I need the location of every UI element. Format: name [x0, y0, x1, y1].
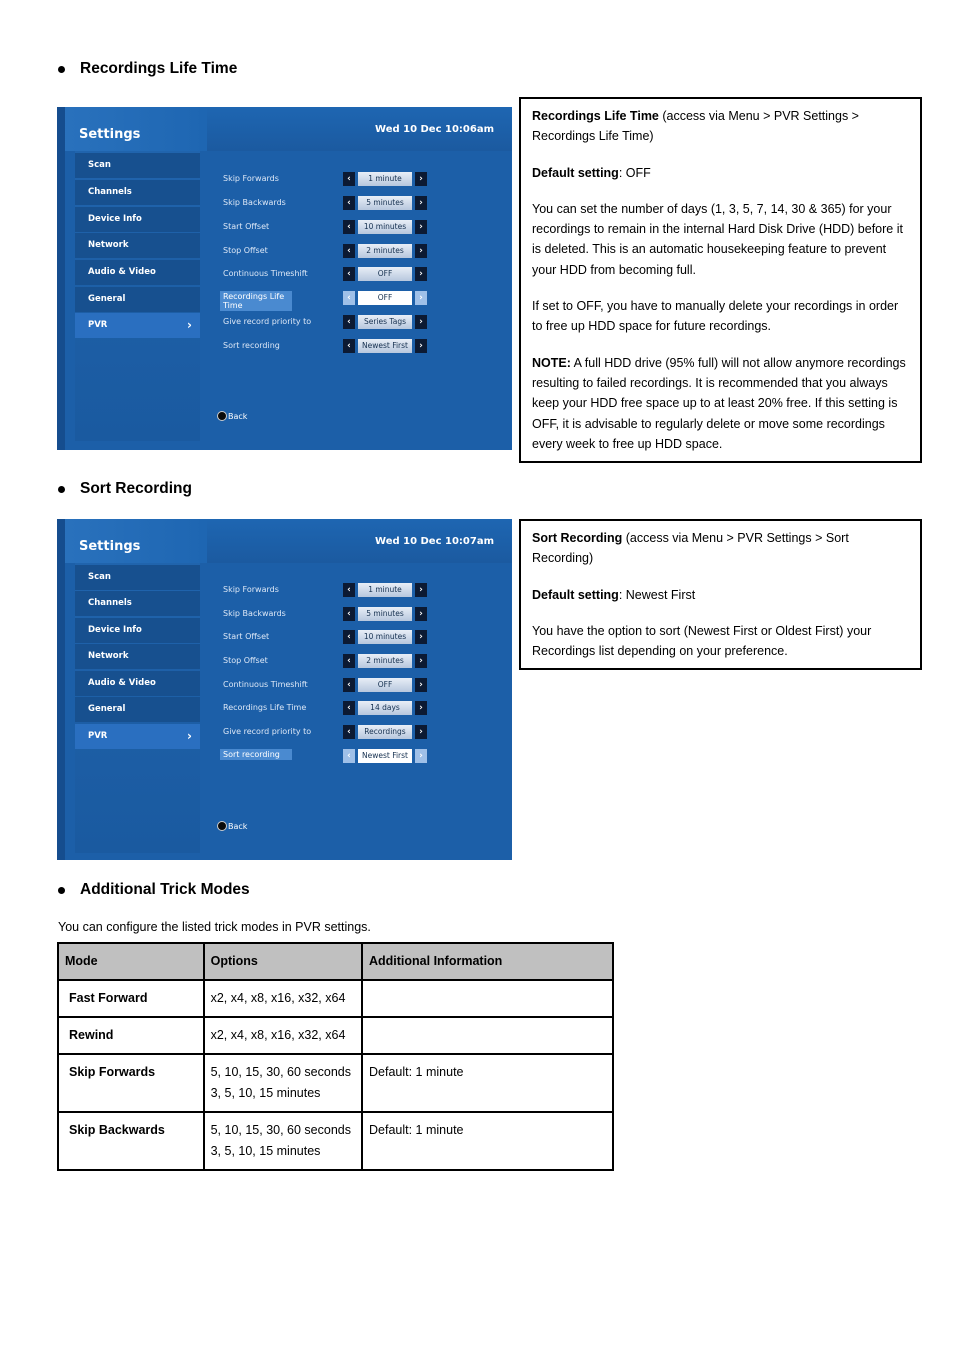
setting-stepper[interactable]	[343, 701, 427, 715]
trick-modes-table	[57, 942, 614, 1171]
options-cell: 5, 10, 15, 30, 60 seconds 3, 5, 10, 15 minutes	[204, 1054, 362, 1112]
section-heading-lifetime	[58, 60, 237, 78]
setting-stepper[interactable]	[343, 267, 427, 281]
back-label: Back	[228, 821, 248, 831]
setting-stepper[interactable]	[343, 220, 427, 234]
info-cell	[362, 1017, 613, 1054]
setting-value: Newest First	[358, 749, 412, 763]
chevron-left-icon[interactable]: ‹	[343, 678, 355, 692]
tv-menu-item-channels[interactable]: Channels	[75, 591, 200, 616]
info-paragraph: You have the option to sort (Newest First or Oldest First) your Recordings list depending on your preference.	[532, 623, 872, 659]
heading-text: Additional Trick Modes	[80, 881, 250, 898]
setting-value: 10 minutes	[358, 220, 412, 234]
setting-stepper[interactable]	[343, 315, 427, 329]
options-cell: x2, x4, x8, x16, x32, x64	[204, 1017, 362, 1054]
chevron-right-icon[interactable]: ›	[415, 291, 427, 305]
setting-value: OFF	[358, 678, 412, 692]
chevron-left-icon[interactable]: ‹	[343, 630, 355, 644]
info-cell: Default: 1 minute	[362, 1054, 613, 1112]
setting-value: OFF	[358, 267, 412, 281]
options-cell: x2, x4, x8, x16, x32, x64	[204, 980, 362, 1017]
chevron-left-icon[interactable]: ‹	[343, 654, 355, 668]
chevron-right-icon[interactable]: ›	[415, 725, 427, 739]
tv-menu-item-scan[interactable]: Scan	[75, 153, 200, 178]
setting-value: Series Tags	[358, 315, 412, 329]
setting-label: Skip Backwards	[223, 609, 286, 618]
setting-label-selected: Recordings Life Time	[220, 291, 292, 311]
setting-value: 2 minutes	[358, 244, 412, 258]
chevron-left-icon[interactable]: ‹	[343, 172, 355, 186]
chevron-right-icon[interactable]: ›	[415, 339, 427, 353]
chevron-right-icon[interactable]: ›	[415, 315, 427, 329]
chevron-left-icon[interactable]: ‹	[343, 725, 355, 739]
mode-cell: Fast Forward	[58, 980, 204, 1017]
chevron-left-icon[interactable]: ‹	[343, 749, 355, 763]
chevron-right-icon[interactable]: ›	[415, 749, 427, 763]
setting-label: Start Offset	[223, 222, 270, 231]
chevron-left-icon[interactable]: ‹	[343, 267, 355, 281]
tv-menu-item-audio-video[interactable]: Audio & Video	[75, 671, 200, 696]
column-header: Additional Information	[362, 943, 613, 980]
table-row	[58, 1112, 613, 1170]
chevron-right-icon[interactable]: ›	[415, 630, 427, 644]
column-header: Mode	[58, 943, 204, 980]
setting-stepper-selected[interactable]	[343, 291, 427, 305]
chevron-right-icon[interactable]: ›	[415, 583, 427, 597]
menu-label: PVR	[88, 731, 108, 741]
setting-value: 5 minutes	[358, 607, 412, 621]
column-header: Options	[204, 943, 362, 980]
table-row	[58, 1017, 613, 1054]
table-header-row	[58, 943, 613, 980]
chevron-left-icon[interactable]: ‹	[343, 244, 355, 258]
mode-cell: Skip Backwards	[58, 1112, 204, 1170]
info-paragraph: Default setting: OFF	[532, 165, 651, 180]
chevron-left-icon[interactable]: ‹	[343, 291, 355, 305]
back-button[interactable]	[217, 411, 247, 421]
chevron-right-icon[interactable]: ›	[415, 654, 427, 668]
tv-menu-item-general[interactable]: General	[75, 697, 200, 722]
chevron-right-icon[interactable]: ›	[415, 196, 427, 210]
setting-stepper[interactable]	[343, 678, 427, 692]
info-paragraph: If set to OFF, you have to manually delete your recordings in order to free up HDD space for future recordings.	[532, 299, 899, 334]
table-row	[58, 980, 613, 1017]
info-cell	[362, 980, 613, 1017]
setting-value: 2 minutes	[358, 654, 412, 668]
info-paragraph: You can set the number of days (1, 3, 5, 7, 14, 30 & 365) for your recordings to remain in the internal Hard Disk Drive (HDD) before it is deleted. This is an automatic housekeeping feature to prevent your HDD from becoming full.	[532, 201, 903, 277]
info-paragraph: Default setting: Newest First	[532, 587, 696, 602]
chevron-right-icon[interactable]: ›	[415, 172, 427, 186]
chevron-right-icon[interactable]: ›	[415, 701, 427, 715]
chevron-left-icon[interactable]: ‹	[343, 701, 355, 715]
setting-label: Start Offset	[223, 632, 270, 641]
setting-label: Stop Offset	[223, 656, 268, 665]
setting-value: Recordings	[358, 725, 412, 739]
setting-label: Skip Forwards	[223, 585, 279, 594]
info-paragraph: Sort Recording (access via Menu > PVR Settings > Sort Recording)	[532, 531, 849, 566]
chevron-left-icon[interactable]: ‹	[343, 339, 355, 353]
tv-screenshot-sort	[57, 519, 512, 860]
tv-menu-item-pvr[interactable]	[75, 724, 200, 749]
menu-label: PVR	[88, 320, 108, 330]
setting-label: Recordings Life Time	[223, 703, 307, 712]
setting-stepper[interactable]	[343, 172, 427, 186]
info-paragraph: Recordings Life Time (access via Menu > PVR Settings > Recordings Life Time)	[532, 109, 859, 144]
info-note: NOTE: A full HDD drive (95% full) will not allow anymore recordings resulting to failed recordings. It is recommended that you always keep your HDD free space up to at least 20% free. If this setting is OFF, it is advisable to regularly delete or move some recordings every week to free up HDD space.	[532, 355, 906, 451]
mode-cell: Skip Forwards	[58, 1054, 204, 1112]
section-heading-trick-modes	[58, 881, 250, 899]
setting-stepper-selected[interactable]	[343, 749, 427, 763]
setting-stepper[interactable]	[343, 654, 427, 668]
tv-menu-item-scan[interactable]: Scan	[75, 565, 200, 590]
setting-stepper[interactable]	[343, 630, 427, 644]
chevron-right-icon[interactable]: ›	[415, 607, 427, 621]
back-label: Back	[228, 411, 248, 421]
tv-title: Settings	[79, 127, 141, 142]
table-row	[58, 1054, 613, 1112]
mode-cell: Rewind	[58, 1017, 204, 1054]
chevron-left-icon[interactable]: ‹	[343, 315, 355, 329]
tv-menu-item-device-info[interactable]: Device Info	[75, 207, 200, 232]
tv-screenshot-lifetime	[57, 107, 512, 450]
setting-value: 10 minutes	[358, 630, 412, 644]
setting-stepper[interactable]	[343, 244, 427, 258]
options-cell: 5, 10, 15, 30, 60 seconds 3, 5, 10, 15 minutes	[204, 1112, 362, 1170]
tv-date: Wed 10 Dec 10:06am	[375, 124, 494, 135]
setting-value: 1 minute	[358, 583, 412, 597]
tv-menu-item-audio-video[interactable]: Audio & Video	[75, 260, 200, 285]
setting-stepper[interactable]	[343, 339, 427, 353]
info-cell: Default: 1 minute	[362, 1112, 613, 1170]
setting-label: Continuous Timeshift	[223, 269, 308, 278]
chevron-right-icon[interactable]: ›	[415, 220, 427, 234]
tv-menu-item-network[interactable]: Network	[75, 644, 200, 669]
info-box-lifetime	[519, 97, 922, 463]
back-key-icon	[217, 411, 227, 421]
setting-value: 5 minutes	[358, 196, 412, 210]
back-key-icon	[217, 821, 227, 831]
setting-value: OFF	[358, 291, 412, 305]
tv-menu-item-device-info[interactable]: Device Info	[75, 618, 200, 643]
chevron-right-icon[interactable]: ›	[415, 267, 427, 281]
bullet-icon	[58, 887, 65, 894]
setting-label: Skip Forwards	[223, 174, 279, 183]
heading-text: Recordings Life Time	[80, 60, 238, 77]
setting-stepper[interactable]	[343, 583, 427, 597]
chevron-right-icon[interactable]: ›	[415, 244, 427, 258]
back-button[interactable]	[217, 821, 247, 831]
setting-label: Skip Backwards	[223, 198, 286, 207]
setting-label: Continuous Timeshift	[223, 680, 308, 689]
chevron-left-icon[interactable]: ‹	[343, 583, 355, 597]
setting-label-selected: Sort recording	[220, 749, 292, 760]
tv-menu-item-network[interactable]: Network	[75, 233, 200, 258]
setting-stepper[interactable]	[343, 725, 427, 739]
setting-stepper[interactable]	[343, 607, 427, 621]
chevron-right-icon[interactable]: ›	[415, 678, 427, 692]
bullet-icon	[58, 486, 65, 493]
setting-value: 1 minute	[358, 172, 412, 186]
heading-text: Sort Recording	[80, 480, 192, 497]
setting-value: 14 days	[358, 701, 412, 715]
chevron-left-icon[interactable]: ‹	[343, 220, 355, 234]
setting-label: Give record priority to	[223, 317, 312, 326]
trick-modes-intro: You can configure the listed trick modes in PVR settings.	[58, 920, 371, 934]
setting-label: Stop Offset	[223, 246, 268, 255]
info-box-sort	[519, 519, 922, 670]
setting-value: Newest First	[358, 339, 412, 353]
tv-menu-item-general[interactable]: General	[75, 287, 200, 312]
setting-label: Sort recording	[223, 341, 280, 350]
section-heading-sort	[58, 480, 192, 498]
bullet-icon	[58, 66, 65, 73]
chevron-left-icon[interactable]: ‹	[343, 607, 355, 621]
setting-label: Give record priority to	[223, 727, 312, 736]
chevron-right-icon: ›	[187, 318, 192, 332]
tv-date: Wed 10 Dec 10:07am	[375, 536, 494, 547]
chevron-right-icon: ›	[187, 729, 192, 743]
chevron-left-icon[interactable]: ‹	[343, 196, 355, 210]
setting-stepper[interactable]	[343, 196, 427, 210]
tv-menu-item-channels[interactable]: Channels	[75, 180, 200, 205]
tv-menu-item-pvr[interactable]	[75, 313, 200, 338]
tv-title: Settings	[79, 539, 141, 554]
